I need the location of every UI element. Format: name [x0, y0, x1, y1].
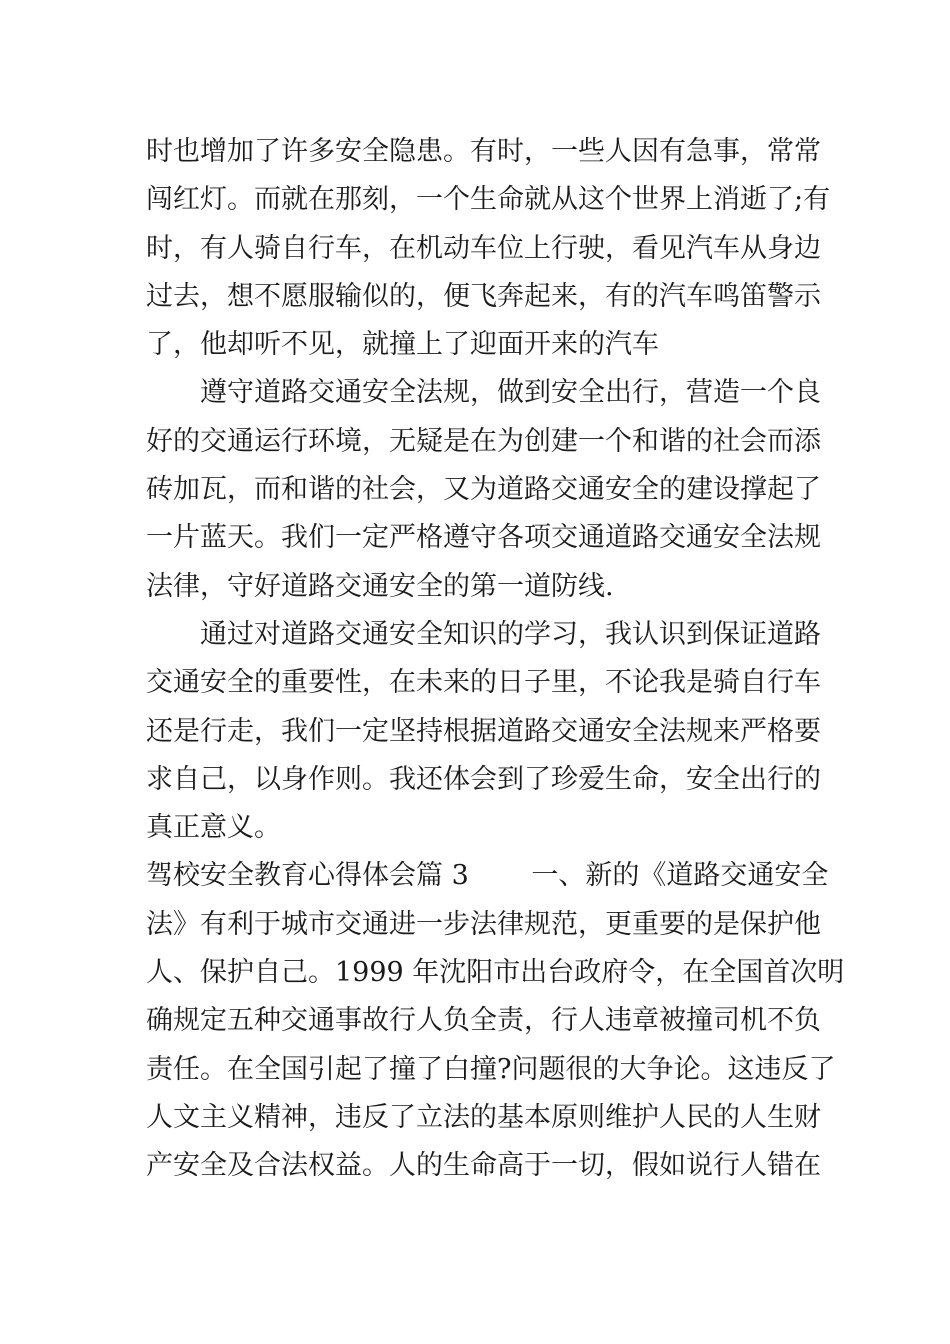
- text-line: 过去，想不愿服输似的，便飞奔起来，有的汽车鸣笛警示: [146, 280, 821, 312]
- text-line: 时，有人骑自行车，在机动车位上行驶，看见汽车从身边: [146, 232, 821, 264]
- paragraph-4: [146, 852, 845, 1190]
- text-line: 通过对道路交通安全知识的学习，我认识到保证道路: [200, 618, 821, 650]
- text-line: 砖加瓦，而和谐的社会，又为道路交通安全的建设撑起了: [146, 474, 821, 506]
- paragraph-3: [146, 611, 821, 852]
- text-line: 交通安全的重要性，在未来的日子里，不论我是骑自行车: [146, 667, 821, 699]
- text-line: 遵守道路交通安全法规，做到安全出行，营造一个良: [200, 377, 821, 409]
- text-line: 人、保护自己。1999 年沈阳市出台政府令，在全国首次明: [146, 957, 845, 989]
- paragraph-2: [146, 369, 821, 610]
- text-line: 真正意义。: [146, 812, 281, 844]
- text-line: 产安全及合法权益。人的生命高于一切，假如说行人错在: [146, 1150, 821, 1182]
- text-line: 了，他却听不见，就撞上了迎面开来的汽车: [146, 329, 659, 361]
- text-line: 好的交通运行环境，无疑是在为创建一个和谐的社会而添: [146, 425, 821, 457]
- text-line: 责任。在全国引起了撞了白撞?问题很的大争论。这违反了: [146, 1053, 836, 1085]
- text-line: 闯红灯。而就在那刻，一个生命就从这个世界上消逝了;有: [146, 184, 831, 216]
- document-body: [146, 128, 845, 1191]
- text-line: 确规定五种交通事故行人负全责，行人违章被撞司机不负: [146, 1005, 821, 1037]
- text-line: 人文主义精神，违反了立法的基本原则维护人民的人生财: [146, 1101, 821, 1133]
- text-line: 法律，守好道路交通安全的第一道防线.: [146, 570, 614, 602]
- text-line: 还是行走，我们一定坚持根据道路交通安全法规来严格要: [146, 715, 821, 747]
- text-line: 法》有利于城市交通进一步法律规范，更重要的是保护他: [146, 908, 821, 940]
- text-line: 时也增加了许多安全隐患。有时，一些人因有急事，常常: [146, 136, 821, 167]
- text-line: 驾校安全教育心得体会篇 3 一、新的《道路交通安全: [146, 860, 829, 892]
- paragraph-1: [146, 128, 831, 369]
- text-line: 求自己，以身作则。我还体会到了珍爱生命，安全出行的: [146, 763, 821, 795]
- text-line: 一片蓝天。我们一定严格遵守各项交通道路交通安全法规: [146, 522, 821, 554]
